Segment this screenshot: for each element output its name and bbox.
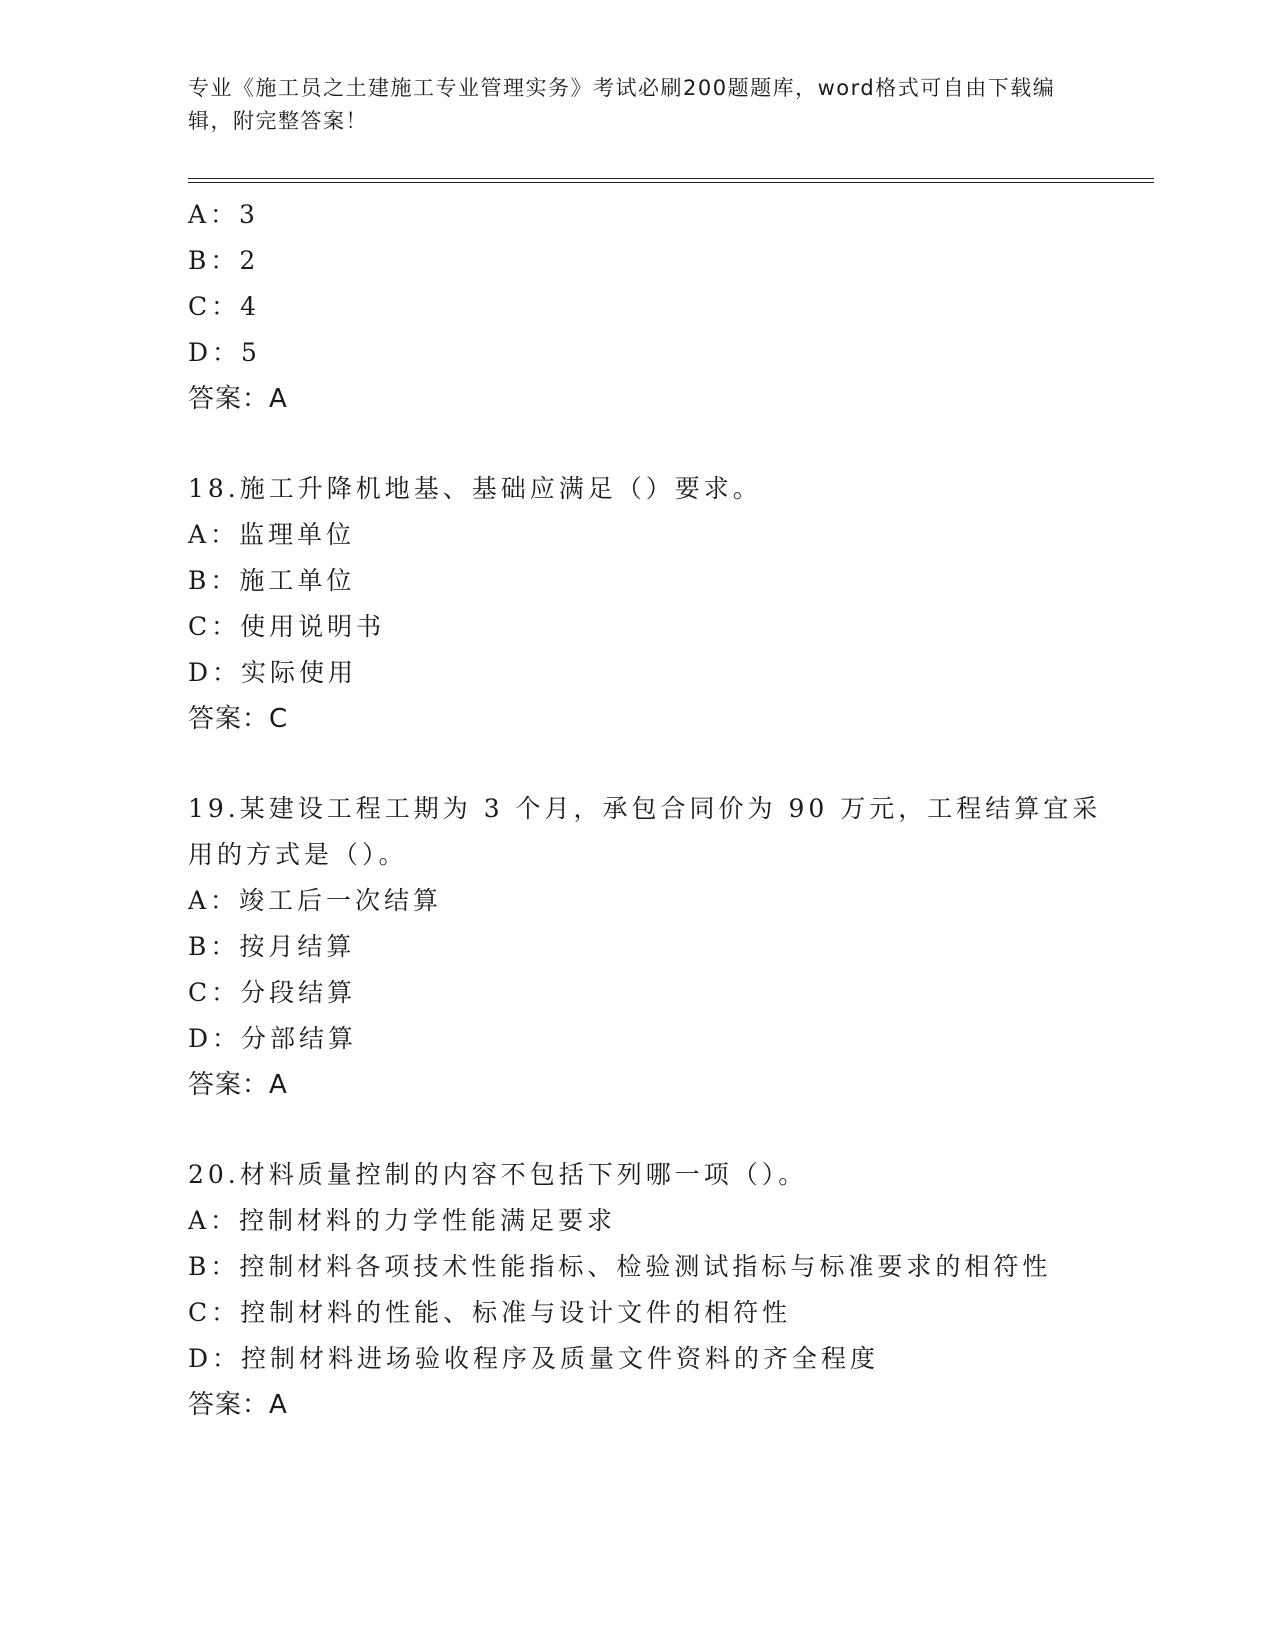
answer-label: 答案：C — [188, 704, 289, 734]
question-17-block — [188, 192, 1088, 422]
header-divider-top — [188, 178, 1154, 179]
document-header: 专业《施工员之土建施工专业管理实务》考试必刷200题题库，word格式可自由下载编辑，附完整答案！ — [188, 76, 1056, 133]
spacer — [188, 1108, 1088, 1152]
option-c: C：4 — [188, 292, 261, 321]
option-d: D：控制材料进场验收程序及质量文件资料的齐全程度 — [188, 1344, 880, 1373]
answer-label: 答案：A — [188, 384, 288, 414]
option-b: B：控制材料各项技术性能指标、检验测试指标与标准要求的相符性 — [188, 1252, 1052, 1281]
option-a: A：监理单位 — [188, 520, 356, 549]
question-18-block — [188, 466, 1088, 742]
option-a: A：3 — [188, 200, 259, 229]
option-a: A：控制材料的力学性能满足要求 — [188, 1206, 617, 1235]
spacer — [188, 422, 1088, 466]
option-d: D：实际使用 — [188, 658, 358, 687]
question-text-line-1: 19.某建设工程工期为 3 个月，承包合同价为 90 万元，工程结算宜采 — [188, 794, 1102, 823]
question-19-block — [188, 786, 1102, 1108]
option-c: C：分段结算 — [188, 978, 357, 1007]
option-a: A：竣工后一次结算 — [188, 886, 443, 915]
option-d: D：5 — [188, 338, 261, 367]
question-text-line-2: 用的方式是（）。 — [188, 840, 408, 869]
question-list — [188, 192, 1102, 1428]
spacer — [188, 742, 1088, 786]
answer-label: 答案：A — [188, 1390, 288, 1420]
header-divider-bottom — [188, 182, 1154, 183]
question-text: 18.施工升降机地基、基础应满足（）要求。 — [188, 474, 762, 503]
question-20-block — [188, 1152, 1088, 1428]
option-b: B：按月结算 — [188, 932, 356, 961]
answer-label: 答案：A — [188, 1070, 288, 1100]
option-c: C：使用说明书 — [188, 612, 386, 641]
option-b: B：施工单位 — [188, 566, 356, 595]
option-c: C：控制材料的性能、标准与设计文件的相符性 — [188, 1298, 792, 1327]
question-text: 20.材料质量控制的内容不包括下列哪一项（）。 — [188, 1160, 808, 1189]
option-b: B：2 — [188, 246, 260, 275]
option-d: D：分部结算 — [188, 1024, 358, 1053]
